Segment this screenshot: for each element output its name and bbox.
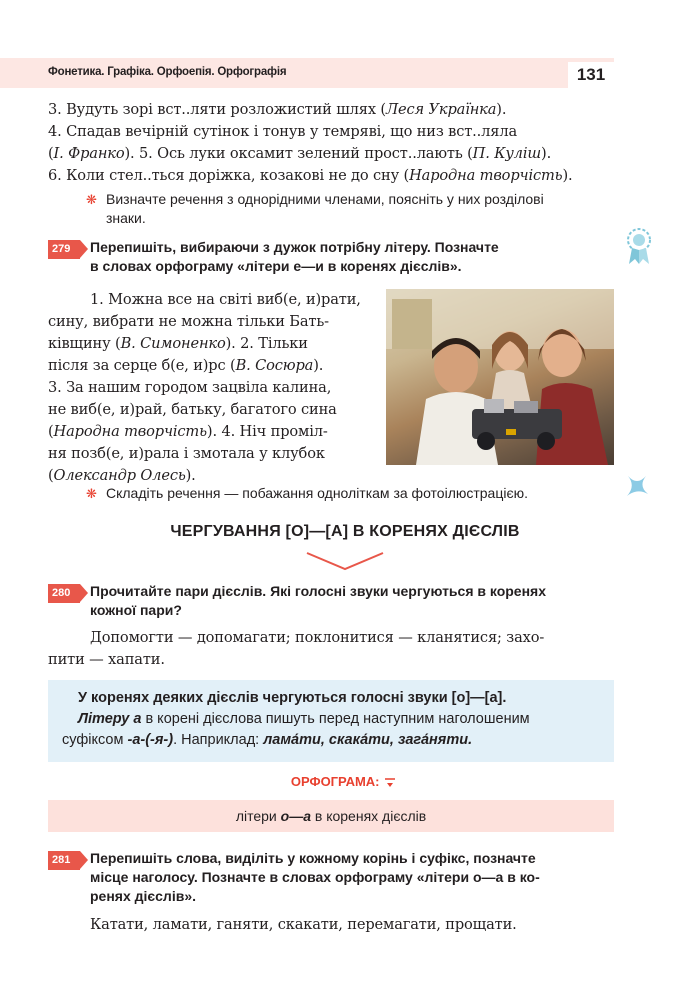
text-line: Катати, ламати, ганяти, скакати, перемагати, прощати.	[90, 916, 517, 933]
section-title: ЧЕРГУВАННЯ [О]—[А] В КОРЕНЯХ ДІЄСЛІВ	[170, 523, 520, 540]
task-instruction: Перепишіть слова, виділіть у кожному корінь і суфікс, позначте місце наголосу. Позначте в словах орфограму «літери о—а в ко- ренях дієслів».	[90, 850, 540, 904]
orthogram-icon	[383, 776, 399, 788]
text-line: 3. Вудуть зорі вст..ляти розложистий шлях (Леся Українка).	[48, 101, 507, 118]
rule-line: Літеру а в корені дієслова пишуть перед наступним наголошеним	[78, 711, 530, 727]
text-line: (Олександр Олесь).	[48, 467, 196, 484]
task-instruction: Перепишіть, вибираючи з дужок потрібну літеру. Позначте в словах орфограму «літери е—и в коренях дієслів».	[90, 239, 499, 274]
task-number-badge: 279	[48, 240, 80, 259]
page-header	[0, 58, 614, 88]
text-line: 1. Можна все на світі виб(е, и)рати,	[90, 291, 361, 308]
task-instruction: Прочитайте пари дієслів. Які голосні звуки чергуються в коренях кожної пари?	[90, 583, 547, 618]
rule-line: суфіксом -а-(-я-). Наприклад: лама́ти, скака́ти, зага́няти.	[62, 732, 473, 748]
header-title: Фонетика. Графіка. Орфоепія. Орфографія	[48, 66, 287, 78]
text-line: 6. Коли стел..ться доріжка, козакові не до сну (Народна творчість).	[48, 167, 573, 184]
chevron-down-icon	[305, 551, 385, 571]
bullet-text: Складіть речення — побажання одноліткам за фотоілюстрацією.	[106, 485, 529, 501]
text-line: сину, вибрати не можна тільки Бать-	[48, 313, 329, 330]
text-line: 3. За нашим городом зацвіла калина,	[48, 379, 332, 396]
text-line: (Народна творчість). 4. Ніч проміл-	[48, 423, 328, 440]
text-line: після за серце б(е, и)рс (В. Сосюра).	[48, 357, 324, 374]
page-number: 131	[568, 62, 614, 88]
rule-line: У коренях деяких дієслів чергуються голосні звуки [о]—[а].	[78, 690, 507, 706]
task-number-badge: 280	[48, 584, 80, 603]
children-photo	[386, 289, 614, 465]
text-line: пити — хапати.	[48, 651, 165, 668]
orthogram-title: ОРФОГРАМА:	[0, 774, 690, 789]
bullet-text: Визначте речення з однорідними членами, поясніть у них розділові знаки.	[106, 191, 544, 226]
rule-box	[48, 680, 614, 762]
text-line: не виб(е, и)рай, батьку, багатого сина	[48, 401, 337, 418]
text-line: 4. Спадав вечірній сутінок і тонув у темряві, що низ вст..ляла	[48, 123, 518, 140]
asterism-icon: ❋	[86, 192, 97, 207]
text-line: Допомогти — допомагати; поклонитися — кланятися; захо-	[90, 629, 545, 646]
orthogram-box: літери о—а в коренях дієслів	[48, 800, 614, 832]
decorative-sparkle-icon	[622, 472, 652, 500]
text-line: ня позб(е, и)рала і змотала у клубок	[48, 445, 325, 462]
task-number-badge: 281	[48, 851, 80, 870]
medal-icon	[622, 226, 656, 266]
text-line: ківщину (В. Симоненко). 2. Тільки	[48, 335, 308, 352]
asterism-icon: ❋	[86, 486, 97, 501]
text-line: (І. Франко). 5. Ось луки оксамит зелений прост..лають (П. Куліш).	[48, 145, 552, 162]
